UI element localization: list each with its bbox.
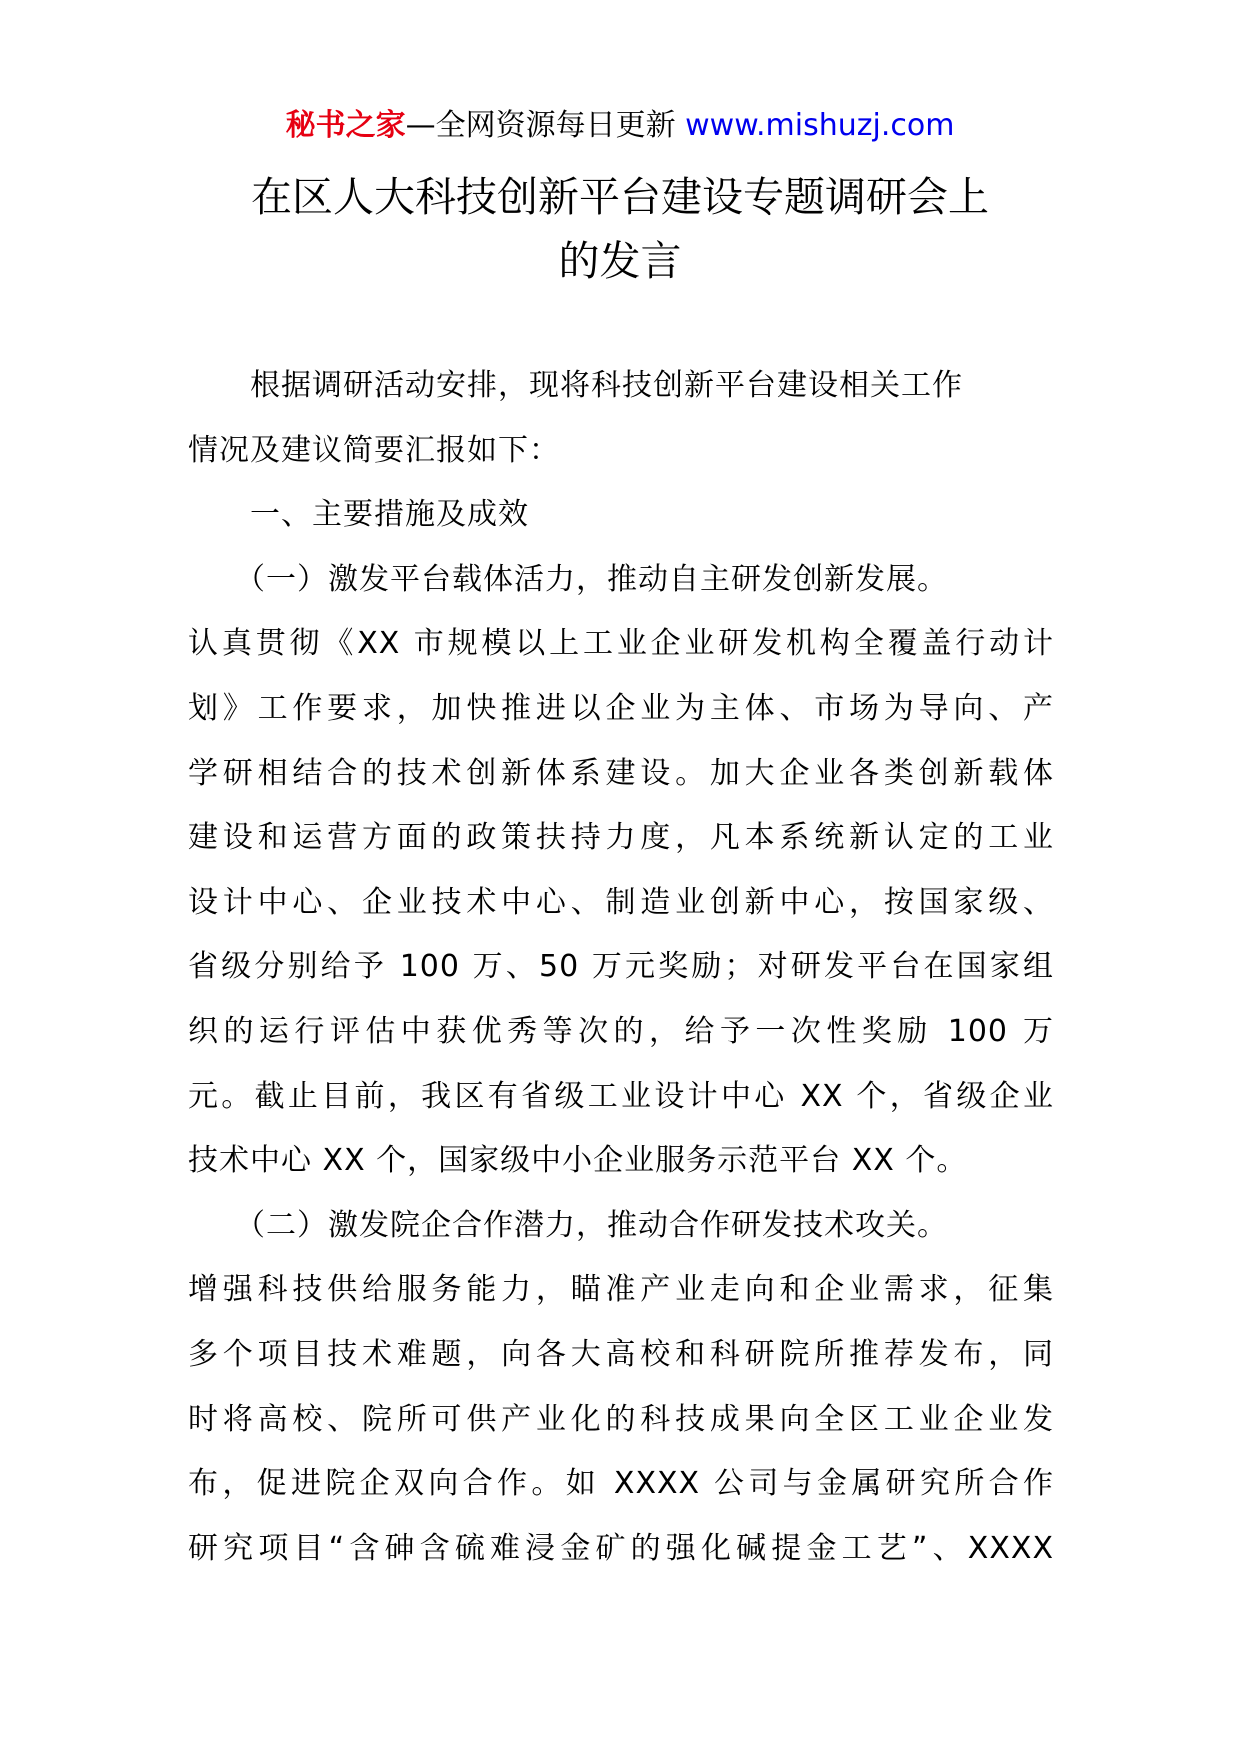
- site-url-link[interactable]: www.mishuzj.com: [685, 108, 955, 143]
- subsection-heading: （二）激发院企合作潜力，推动合作研发技术攻关。: [188, 1207, 948, 1243]
- body-line: 布，促进院企双向合作。如 XXXX 公司与金属研究所合作: [188, 1466, 1054, 1502]
- document-body: [188, 354, 1054, 1581]
- body-line: 时将高校、院所可供产业化的科技成果向全区工业企业发: [188, 1401, 1054, 1437]
- body-line: 元。截止目前，我区有省级工业设计中心 XX 个，省级企业: [188, 1078, 1054, 1114]
- site-brand: 秘书之家: [285, 108, 406, 143]
- body-line: 研究项目“含砷含硫难浸金矿的强化碱提金工艺”、XXXX: [188, 1530, 1054, 1566]
- site-tagline: —全网资源每日更新: [405, 108, 686, 143]
- body-line: 省级分别给予 100 万、50 万元奖励；对研发平台在国家组: [188, 949, 1054, 985]
- body-line: 根据调研活动安排，现将科技创新平台建设相关工作: [188, 368, 963, 403]
- title-line-2: 的发言: [558, 237, 682, 285]
- body-line: 设计中心、企业技术中心、制造业创新中心，按国家级、: [188, 884, 1054, 920]
- body-line: 多个项目技术难题，向各大高校和科研院所推荐发布，同: [188, 1336, 1054, 1372]
- site-header: [0, 104, 1240, 148]
- body-line: 增强科技供给服务能力，瞄准产业走向和企业需求，征集: [188, 1272, 1054, 1308]
- body-line: 技术中心 XX 个，国家级中小企业服务示范平台 XX 个。: [188, 1143, 968, 1179]
- title-line-1: 在区人大科技创新平台建设专题调研会上: [251, 173, 989, 221]
- body-line: 建设和运营方面的政策扶持力度，凡本系统新认定的工业: [188, 820, 1054, 856]
- body-line: 情况及建议简要汇报如下：: [188, 432, 560, 468]
- body-line: 织的运行评估中获优秀等次的，给予一次性奖励 100 万: [188, 1013, 1054, 1049]
- body-line: 划》工作要求，加快推进以企业为主体、市场为导向、产: [188, 690, 1054, 726]
- subsection-heading: （一）激发平台载体活力，推动自主研发创新发展。: [188, 561, 948, 597]
- body-line: 学研相结合的技术创新体系建设。加大企业各类创新载体: [188, 755, 1054, 791]
- section-heading: 一、主要措施及成效: [188, 497, 529, 533]
- body-line: 认真贯彻《XX 市规模以上工业企业研发机构全覆盖行动计: [188, 626, 1054, 662]
- document-title: [0, 165, 1240, 293]
